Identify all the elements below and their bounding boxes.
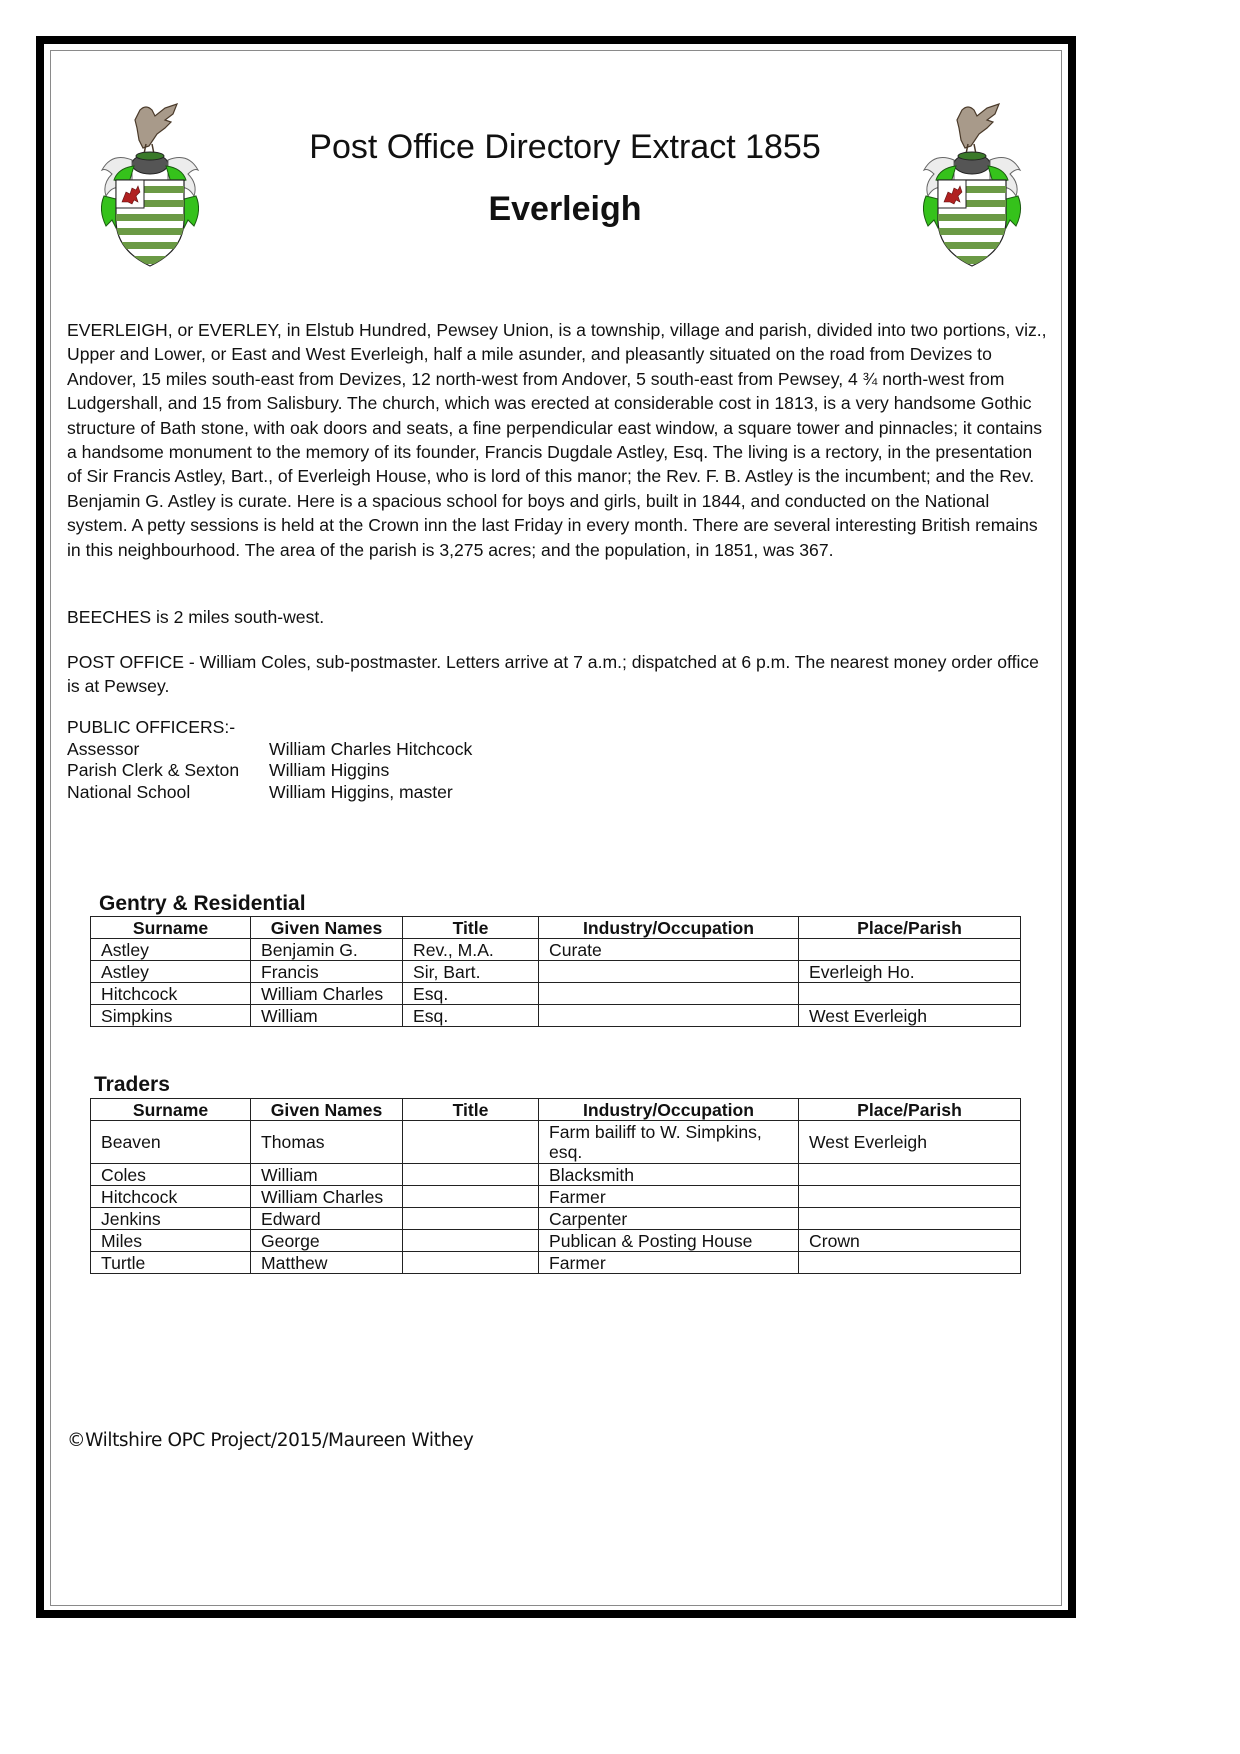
cell-place [799,1164,1021,1186]
officer-role: Assessor [67,738,140,759]
cell-surname: Hitchcock [91,1186,251,1208]
cell-title: Sir, Bart. [403,961,539,983]
post-office-paragraph [67,650,1047,699]
officer-role: National School [67,781,191,802]
cell-title [403,1252,539,1274]
cell-surname: Simpkins [91,1005,251,1027]
table-row [91,1208,1021,1230]
officer-row [67,739,472,761]
table-row [91,1121,1021,1164]
cell-title: Rev., M.A. [403,939,539,961]
description-paragraph [67,318,1047,562]
officer-name: William Charles Hitchcock [269,738,473,759]
cell-given-names: William Charles [251,1186,403,1208]
cell-occupation: Publican & Posting House [539,1230,799,1252]
description-text: EVERLEIGH, or EVERLEY, in Elstub Hundred, Pewsey Union, is a township, village and parish, divided into two portions, viz., Upper and Lower, or East and West Everleigh, half a mile asunder, and pleasantly situated on the road from Devizes to Andover, 15 miles south-east from Devizes, 12 north-west from Andover, 5 south-east from Pewsey, 4 ¾ north-west from Ludgershall, and 15 from Salisbury. The church, which was erected at considerable cost in 1813, is a very handsome Gothic structure of Bath stone, with oak doors and seats, a fine perpendicular east window, a square tower and pinnacles; it contains a handsome monument to the memory of its founder, Francis Dugdale Astley, Esq. The living is a rectory, in the presentation of Sir Francis Astley, Bart., of Everleigh House, who is lord of this manor; the Rev. F. B. Astley is the incumbent; and the Rev. Benjamin G. Astley is curate. Here is a spacious school for boys and girls, built in 1844, and conducted on the National system. A petty sessions is held at the Crown inn the last Friday in every month. There are several interesting British remains in this neighbourhood. The area of the parish is 3,275 acres; and the population, in 1851, was 367. [67,320,1047,560]
table-row [91,961,1021,983]
column-header-surname: Surname [91,917,251,939]
table-row [91,1005,1021,1027]
gentry-heading: Gentry & Residential [99,892,306,915]
cell-place: Everleigh Ho. [799,961,1021,983]
cell-given-names: Francis [251,961,403,983]
beeches-paragraph [67,605,1047,629]
table-row [91,939,1021,961]
beeches-text: BEECHES is 2 miles south-west. [67,607,325,627]
cell-title [403,1186,539,1208]
cell-surname: Astley [91,939,251,961]
cell-given-names: William [251,1005,403,1027]
table-header-row [91,1099,1021,1121]
officer-row [67,760,472,782]
traders-table [90,1098,1021,1274]
cell-place: Crown [799,1230,1021,1252]
cell-occupation [539,1005,799,1027]
cell-title [403,1121,539,1164]
cell-surname: Coles [91,1164,251,1186]
cell-occupation: Curate [539,939,799,961]
gentry-table [90,916,1021,1027]
cell-given-names: Matthew [251,1252,403,1274]
cell-occupation: Carpenter [539,1208,799,1230]
cell-place [799,939,1021,961]
cell-surname: Astley [91,961,251,983]
cell-occupation: Farm bailiff to W. Simpkins, esq. [539,1121,799,1164]
cell-surname: Jenkins [91,1208,251,1230]
table-row [91,1230,1021,1252]
cell-occupation [539,961,799,983]
cell-title [403,1230,539,1252]
cell-given-names: Thomas [251,1121,403,1164]
coat-of-arms-icon [90,100,210,270]
cell-title [403,1208,539,1230]
cell-title [403,1164,539,1186]
cell-given-names: George [251,1230,403,1252]
cell-occupation: Farmer [539,1186,799,1208]
table-row [91,1252,1021,1274]
public-officers-heading: PUBLIC OFFICERS:- [67,717,236,737]
cell-surname: Miles [91,1230,251,1252]
cell-title: Esq. [403,1005,539,1027]
column-header-place: Place/Parish [799,917,1021,939]
cell-given-names: Edward [251,1208,403,1230]
cell-place: West Everleigh [799,1005,1021,1027]
post-office-text: POST OFFICE - William Coles, sub-postmaster. Letters arrive at 7 a.m.; dispatched at 6 p.m. The nearest money order office is at Pewsey. [67,652,1039,697]
cell-surname: Turtle [91,1252,251,1274]
cell-surname: Beaven [91,1121,251,1164]
traders-heading: Traders [94,1073,170,1096]
cell-title: Esq. [403,983,539,1005]
column-header-place: Place/Parish [799,1099,1021,1121]
cell-place: West Everleigh [799,1121,1021,1164]
column-header-occupation: Industry/Occupation [539,917,799,939]
coat-of-arms-icon [912,100,1032,270]
page-inner-border [50,50,1062,1606]
officer-name: William Higgins, master [269,781,453,802]
column-header-title: Title [403,1099,539,1121]
officer-role: Parish Clerk & Sexton [67,760,240,780]
table-row [91,1164,1021,1186]
cell-surname: Hitchcock [91,983,251,1005]
cell-given-names: William [251,1164,403,1186]
page-subtitle: Everleigh [488,190,642,228]
cell-place [799,1208,1021,1230]
column-header-occupation: Industry/Occupation [539,1099,799,1121]
column-header-title: Title [403,917,539,939]
copyright-footer: ©Wiltshire OPC Project/2015/Maureen Withey [67,1430,474,1451]
table-header-row [91,917,1021,939]
cell-given-names: Benjamin G. [251,939,403,961]
cell-place [799,983,1021,1005]
column-header-given-names: Given Names [251,917,403,939]
cell-place [799,1252,1021,1274]
cell-occupation: Blacksmith [539,1164,799,1186]
table-row [91,983,1021,1005]
cell-occupation [539,983,799,1005]
column-header-given-names: Given Names [251,1099,403,1121]
cell-given-names: William Charles [251,983,403,1005]
public-officers [67,717,472,803]
officer-name: William Higgins [269,760,390,780]
page-title: Post Office Directory Extract 1855 [309,128,821,166]
cell-place [799,1186,1021,1208]
column-header-surname: Surname [91,1099,251,1121]
cell-occupation: Farmer [539,1252,799,1274]
officer-row [67,782,472,804]
table-row [91,1186,1021,1208]
